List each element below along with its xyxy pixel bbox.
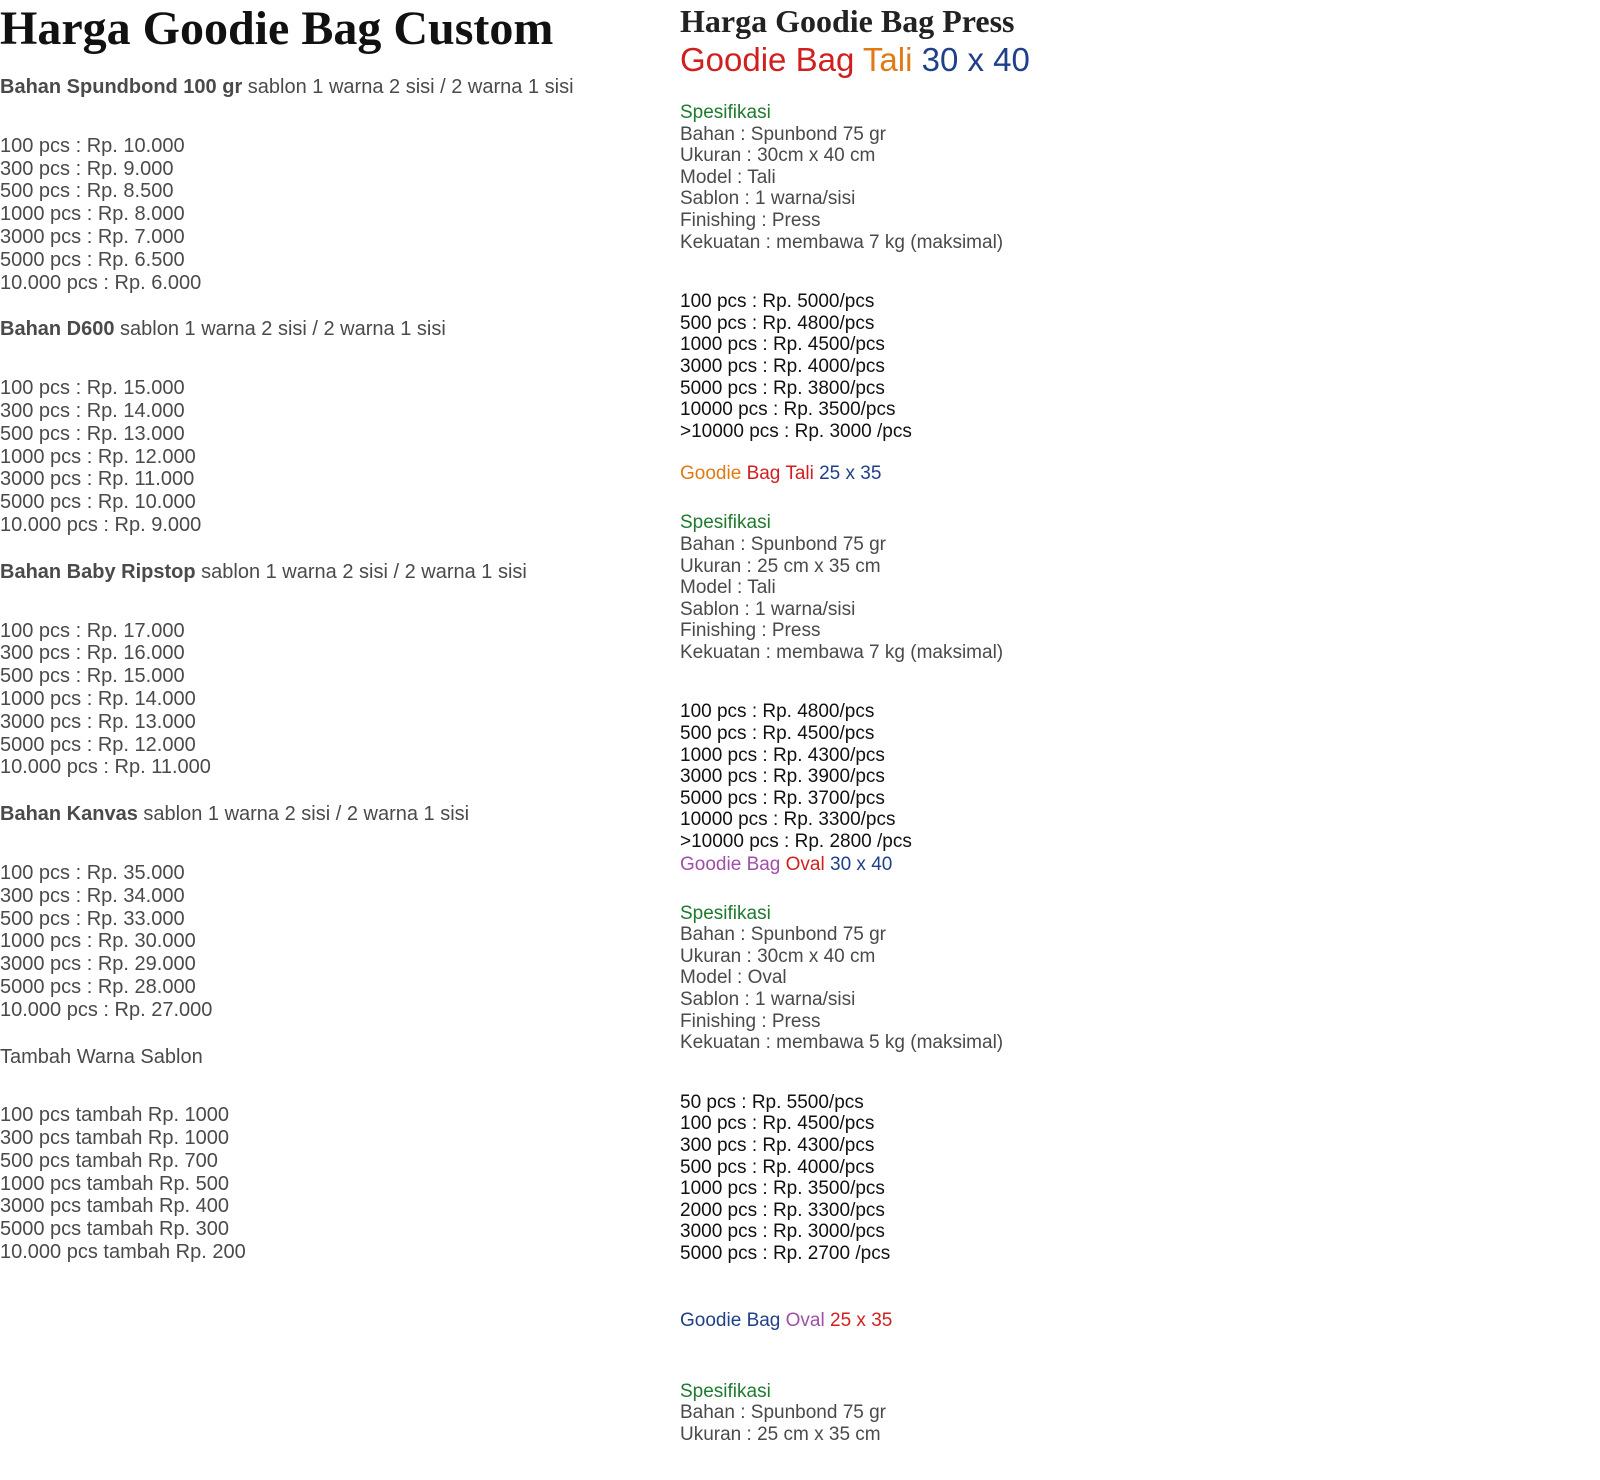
price-line: 100 pcs : Rp. 15.000: [0, 377, 185, 400]
price-line: 1000 pcs tambah Rp. 500: [0, 1172, 230, 1195]
title-word: Oval: [785, 853, 825, 875]
spec-list: [680, 124, 1580, 254]
spec-line: Finishing : Press: [680, 209, 821, 231]
price-list-kanvas: [0, 862, 640, 1022]
title-word: Bag: [746, 463, 781, 485]
price-line: >10000 pcs : Rp. 2800 /pcs: [680, 831, 912, 853]
spec-label: Spesifikasi: [680, 1380, 771, 1402]
price-line: 500 pcs : Rp. 13.000: [0, 422, 185, 445]
price-line: 100 pcs tambah Rp. 1000: [0, 1104, 230, 1127]
title-word: Bag: [746, 853, 781, 875]
price-line: 1000 pcs : Rp. 4300/pcs: [680, 744, 885, 766]
product-title-tali-25x35: [680, 462, 1580, 486]
price-line: 10.000 pcs : Rp. 9.000: [0, 513, 202, 536]
price-line: 5000 pcs : Rp. 12.000: [0, 733, 196, 756]
price-line: 10.000 pcs : Rp. 27.000: [0, 998, 213, 1021]
price-line: 3000 pcs : Rp. 29.000: [0, 953, 196, 976]
price-list: [680, 701, 1580, 852]
price-line: 300 pcs : Rp. 9.000: [0, 157, 174, 180]
spec-line: Bahan : Spunbond 75 gr: [680, 123, 887, 145]
title-word: Tali: [785, 463, 814, 485]
price-line: 500 pcs : Rp. 4000/pcs: [680, 1156, 875, 1178]
price-line: 500 pcs : Rp. 15.000: [0, 665, 185, 688]
spec-line: Model : Tali: [680, 577, 776, 599]
spec-line: Bahan : Spunbond 75 gr: [680, 1402, 887, 1424]
section-heading-spundbond: [0, 76, 640, 99]
price-line: >10000 pcs : Rp. 3000 /pcs: [680, 420, 912, 442]
section-heading-kanvas: [0, 803, 640, 826]
price-line: 500 pcs : Rp. 33.000: [0, 907, 185, 930]
custom-price-column: [0, 0, 640, 1264]
page-title: Harga Goodie Bag Custom: [0, 2, 554, 55]
price-line: 5000 pcs : Rp. 3800/pcs: [680, 377, 885, 399]
price-line: 1000 pcs : Rp. 30.000: [0, 930, 196, 953]
extra-color-heading: Tambah Warna Sablon: [0, 1045, 203, 1068]
spec-line: Ukuran : 30cm x 40 cm: [680, 945, 876, 967]
price-line: 500 pcs : Rp. 4500/pcs: [680, 723, 875, 745]
title-size: 30 x 40: [921, 41, 1030, 78]
material-name: Bahan D600: [0, 318, 115, 341]
spec-line: Kekuatan : membawa 7 kg (maksimal): [680, 231, 1004, 253]
section-heading-d600: [0, 318, 640, 341]
title-word: Goodie: [680, 463, 742, 485]
price-line: 300 pcs : Rp. 4300/pcs: [680, 1134, 875, 1156]
title-word: Bag: [746, 1309, 781, 1331]
spec-line: Sablon : 1 warna/sisi: [680, 598, 856, 620]
material-desc: sablon 1 warna 2 sisi / 2 warna 1 sisi: [137, 803, 470, 826]
material-name: Bahan Kanvas: [0, 803, 138, 826]
price-line: 5000 pcs : Rp. 3700/pcs: [680, 787, 885, 809]
price-line: 3000 pcs : Rp. 3000/pcs: [680, 1221, 885, 1243]
price-line: 10.000 pcs : Rp. 11.000: [0, 756, 211, 779]
spec-line: Bahan : Spunbond 75 gr: [680, 924, 887, 946]
price-line: 100 pcs : Rp. 4500/pcs: [680, 1113, 875, 1135]
extra-color-price-list: [0, 1104, 640, 1264]
spec-line: Ukuran : 25 cm x 35 cm: [680, 555, 881, 577]
price-list: [680, 1092, 1580, 1265]
spec-line: Model : Oval: [680, 967, 787, 989]
price-line: 50 pcs : Rp. 5500/pcs: [680, 1091, 864, 1113]
spec-line: Ukuran : 30cm x 40 cm: [680, 145, 876, 167]
material-desc: sablon 1 warna 2 sisi / 2 warna 1 sisi: [114, 318, 446, 341]
spec-line: Sablon : 1 warna/sisi: [680, 188, 856, 210]
title-word: Bag: [795, 41, 855, 78]
spec-line: Bahan : Spunbond 75 gr: [680, 533, 887, 555]
price-line: 5000 pcs : Rp. 6.500: [0, 248, 185, 271]
price-line: 5000 pcs : Rp. 2700 /pcs: [680, 1242, 891, 1264]
price-line: 10.000 pcs tambah Rp. 200: [0, 1241, 246, 1264]
title-word: Goodie: [680, 853, 742, 875]
title-word: Goodie: [680, 41, 787, 78]
title-word: Goodie: [680, 1309, 742, 1331]
price-line: 3000 pcs : Rp. 11.000: [0, 468, 195, 491]
spec-line: Finishing : Press: [680, 620, 821, 642]
price-line: 1000 pcs : Rp. 3500/pcs: [680, 1178, 885, 1200]
product-title-tali-30x40: [680, 40, 1580, 80]
price-list: [680, 291, 1580, 442]
price-line: 300 pcs tambah Rp. 1000: [0, 1127, 230, 1150]
price-line: 5000 pcs : Rp. 28.000: [0, 975, 196, 998]
price-line: 100 pcs : Rp. 17.000: [0, 619, 185, 642]
price-line: 100 pcs : Rp. 10.000: [0, 134, 185, 157]
material-desc: sablon 1 warna 2 sisi / 2 warna 1 sisi: [195, 560, 527, 583]
material-name: Bahan Baby Ripstop: [0, 560, 196, 583]
price-line: 3000 pcs tambah Rp. 400: [0, 1195, 230, 1218]
press-price-column: [680, 0, 1580, 1445]
price-line: 500 pcs : Rp. 4800/pcs: [680, 312, 875, 334]
spec-list: [680, 924, 1580, 1054]
price-line: 2000 pcs : Rp. 3300/pcs: [680, 1199, 885, 1221]
price-line: 10.000 pcs : Rp. 6.000: [0, 271, 202, 294]
price-line: 5000 pcs : Rp. 10.000: [0, 491, 196, 514]
spec-label: Spesifikasi: [680, 512, 771, 534]
price-line: 1000 pcs : Rp. 4500/pcs: [680, 334, 885, 356]
title-size: 25 x 35: [819, 463, 882, 485]
spec-line: Finishing : Press: [680, 1010, 821, 1032]
press-section-title: Harga Goodie Bag Press: [680, 3, 1015, 39]
price-list-baby-ripstop: [0, 620, 640, 780]
price-line: 10000 pcs : Rp. 3300/pcs: [680, 809, 896, 831]
price-line: 10000 pcs : Rp. 3500/pcs: [680, 399, 896, 421]
price-line: 5000 pcs tambah Rp. 300: [0, 1218, 230, 1241]
price-line: 300 pcs : Rp. 16.000: [0, 642, 185, 665]
price-line: 3000 pcs : Rp. 13.000: [0, 710, 196, 733]
spec-line: Kekuatan : membawa 7 kg (maksimal): [680, 641, 1004, 663]
price-line: 100 pcs : Rp. 4800/pcs: [680, 701, 875, 723]
price-line: 3000 pcs : Rp. 4000/pcs: [680, 355, 885, 377]
price-line: 1000 pcs : Rp. 14.000: [0, 687, 196, 710]
price-line: 300 pcs : Rp. 14.000: [0, 399, 185, 422]
price-line: 100 pcs : Rp. 5000/pcs: [680, 291, 875, 313]
product-title-oval-25x35: [680, 1309, 1580, 1333]
spec-list: [680, 534, 1580, 664]
title-word: Oval: [785, 1309, 825, 1331]
spec-line: Ukuran : 25 cm x 35 cm: [680, 1423, 881, 1445]
title-size: 30 x 40: [830, 853, 893, 875]
price-line: 300 pcs : Rp. 34.000: [0, 884, 185, 907]
price-line: 100 pcs : Rp. 35.000: [0, 861, 185, 884]
price-list-spundbond: [0, 135, 640, 295]
spec-line: Model : Tali: [680, 166, 776, 188]
spec-label: Spesifikasi: [680, 102, 771, 123]
price-line: 3000 pcs : Rp. 7.000: [0, 225, 185, 248]
price-line: 1000 pcs : Rp. 12.000: [0, 445, 196, 468]
material-name: Bahan Spundbond 100 gr: [0, 76, 243, 98]
price-line: 500 pcs tambah Rp. 700: [0, 1149, 218, 1172]
price-list-d600: [0, 377, 640, 537]
spec-label: Spesifikasi: [680, 902, 771, 924]
spec-list: [680, 1402, 1580, 1445]
spec-line: Sablon : 1 warna/sisi: [680, 989, 856, 1010]
price-line: 3000 pcs : Rp. 3900/pcs: [680, 766, 885, 788]
spec-line: Kekuatan : membawa 5 kg (maksimal): [680, 1032, 1004, 1054]
product-title-oval-30x40: [680, 853, 1580, 877]
price-line: 500 pcs : Rp. 8.500: [0, 180, 174, 203]
price-line: 1000 pcs : Rp. 8.000: [0, 203, 185, 226]
material-desc: sablon 1 warna 2 sisi / 2 warna 1 sisi: [242, 76, 574, 98]
section-heading-baby-ripstop: [0, 561, 640, 584]
title-word: Tali: [862, 41, 913, 78]
title-size: 25 x 35: [830, 1309, 893, 1331]
